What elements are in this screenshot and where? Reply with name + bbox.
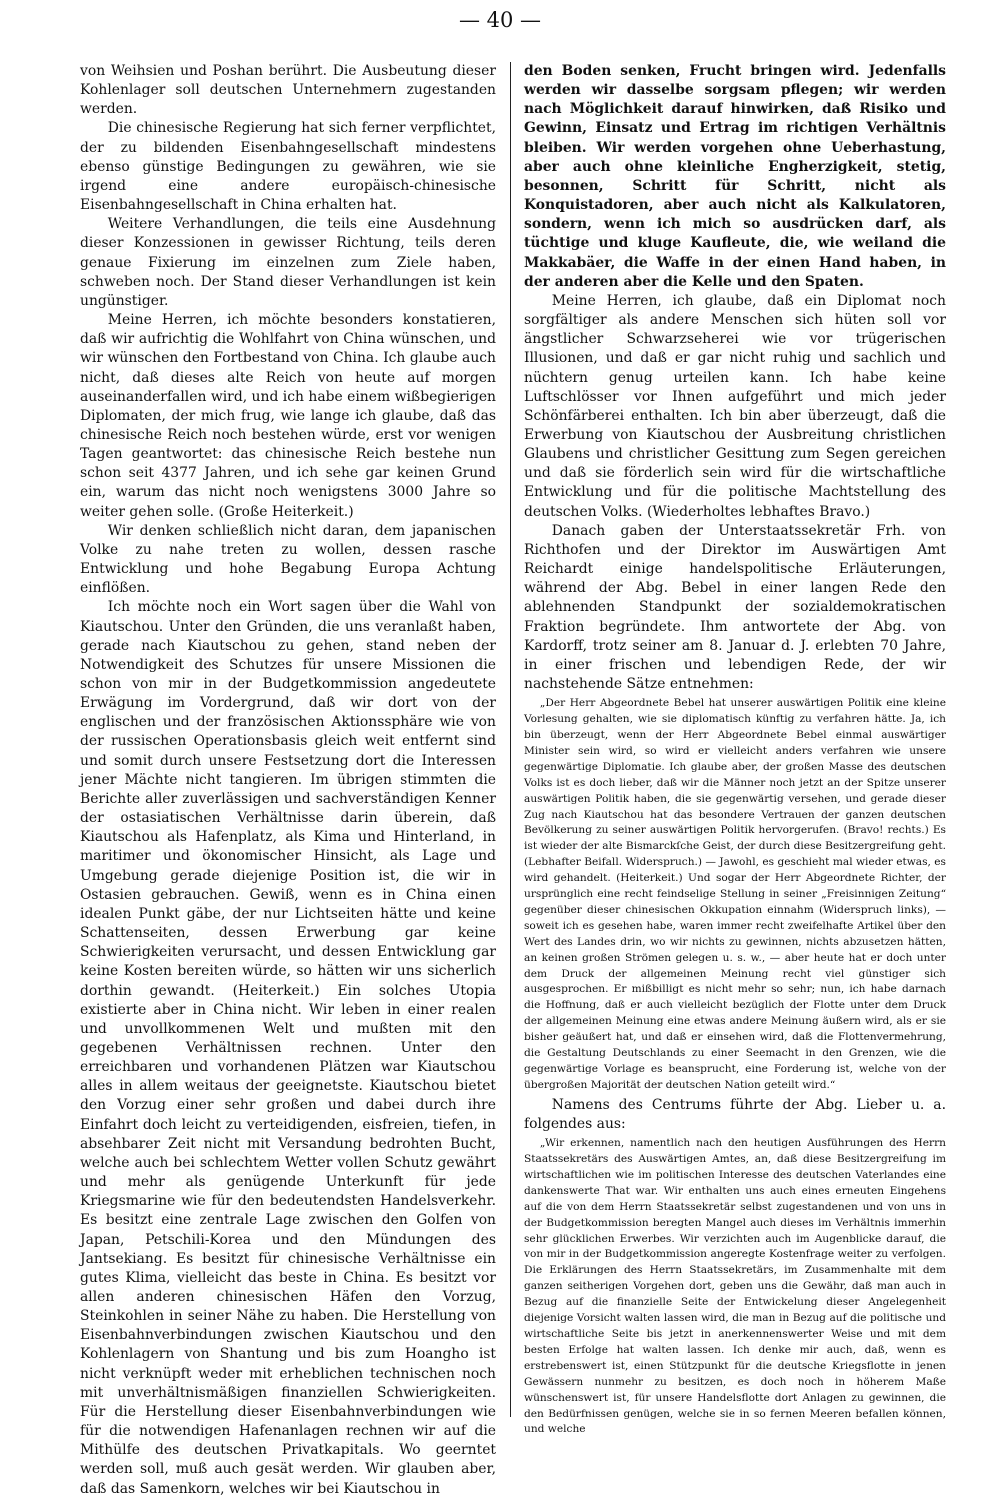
paragraph: Die chinesische Regierung hat sich ferner verpflichtet, der zu bildenden Eisenbahngesellschaft mindestens ebenso günstige Bedingungen zu gewähren, wie sie irgend eine andere europäisch-chinesische Eisenbahngesellschaft in China erhalten hat. bbox=[80, 120, 496, 214]
quoted-speech: „Der Herr Abgeordnete Bebel hat unserer auswärtigen Politik eine kleine Vorlesung gehalten, wie sie diplomatisch künftig zu verfahren hätte. Ja, ich bin überzeugt, wenn der Herr Abgeordnete Bebel einmal auswärtiger Minister sein wird, so wird er vielleicht anders verfahren wie unsere gegenwärtige Diplomatie. Ich glaube aber, der großen Masse des deutschen Volks ist es doch lieber, daß wir die Männer noch jetzt an der Spitze unserer auswärtigen Politik haben, die sie gegenwärtig versehen, und gerade dieser Zug nach Kiautschou hat das besondere Vertrauen der ganzen deutschen Bevölkerung zu seiner auswärtigen Politik hervorgerufen. (Bravo! rechts.) Es ist wieder der alte Bismarckſche Geist, der durch diese Besitzergreifung geht. (Lebhafter Beifall. Widerspruch.) — Jawohl, es geschieht mal wieder etwas, es wird gehandelt. (Heiterkeit.) Und sogar der Herr Abgeordnete Richter, der ursprünglich eine recht feindselige Stellung in seiner „Freisinnigen Zeitung“ gegenüber dieser chinesischen Okkupation einnahm (Widerspruch links), — soweit ich es gesehen habe, waren immer recht zweifelhafte Artikel über den Wert des Landes drin, wo wir nichts zu gewinnen, nichts abzusetzen hätten, an keinen großen Strömen gelegen u. s. w., — aber heute hat er doch unter dem Druck der allgemeinen Meinung recht viel günstiger sich ausgesprochen. Er mißbilligt es nicht mehr so sehr; nun, ich habe darnach die Hoffnung, daß er auch vielleicht bezüglich der Flotte unter dem Druck der allgemeinen Meinung eine etwas andere Meinung äußern wird, als er sie bisher geäußert hat, und daß er einsehen wird, daß die Flottenvermehrung, die Gestaltung Deutschlands zu einer Seemacht in den Grenzen, wie die gegenwärtige Vorlage es beansprucht, eine Forderung ist, welche von der übergroßen Majorität der deutschen Nation geteilt wird.“ bbox=[524, 697, 946, 1091]
paragraph: Meine Herren, ich glaube, daß ein Diplomat noch sorgfältiger als andere Menschen sich hüten soll vor ängstlicher Schwarzseherei wie vor trügerischen Illusionen, und daß er gar nicht ruhig und sachlich und nüchtern genug urteilen kann. Ich habe keine Luftschlösser vor Ihnen aufgeführt und mich jeder Schönfärberei enthalten. Ich bin aber überzeugt, daß die Erwerbung von Kiautschou der Ausbreitung christlichen Glaubens und christlicher Gesittung zum Segen gereichen und daß sie förderlich sein wird für die wirtschaftliche Entwicklung und für die politische Machtstellung des deutschen Volks. (Wiederholtes lebhaftes Bravo.) bbox=[524, 292, 946, 520]
paragraph: von Weihsien und Poshan berührt. Die Ausbeutung dieser Kohlenlager soll deutschen Unternehmern zugestanden werden. bbox=[80, 63, 496, 118]
paragraph: Weitere Verhandlungen, die teils eine Ausdehnung dieser Konzessionen in gewisser Richtung, teils deren genaue Fixierung im einzelnen zum Ziele haben, schweben noch. Der Stand dieser Verhandlungen ist kein ungünstiger. bbox=[80, 216, 496, 309]
page-number: — 40 — bbox=[458, 8, 542, 32]
paragraph: Ich möchte noch ein Wort sagen über die Wahl von Kiautschou. Unter den Gründen, die uns veranlaßt haben, gerade nach Kiautschou zu gehen, stand neben der Notwendigkeit des Schutzes für unsere Missionen die schon von mir in der Budgetkommission angedeutete Erwägung im Vordergrund, daß wir dort von der englischen und der französischen Aktionssphäre wie von der russischen Operationsbasis gleich weit entfernt sind und somit durch unsere Festsetzung dort die Interessen jener Mächte nicht tangieren. Im übrigen stimmten die Berichte aller zuverlässigen und sachverständigen Kenner der ostasiatischen Verhältnisse darin überein, daß Kiautschou als Hafenplatz, als Kima und Hinterland, in maritimer und ökonomischer Hinsicht, als Lage und Umgebung gerade diejenige Position ist, die wir in Ostasien gebrauchen. Gewiß, wenn es in China einen idealen Punkt gäbe, der nur Lichtseiten hätte und keine Schattenseiten, dessen Erwerbung gar keine Schwierigkeiten verursacht, und dessen Entwicklung gar keine Kosten bereiten würde, so hätten wir uns sicherlich dorthin gewandt. (Heiterkeit.) Ein solches Utopia existierte aber in China nicht. Wir leben in einer realen und unvollkommenen Welt und mußten mit den gegebenen Verhältnissen rechnen. Unter den erreichbaren und vorhandenen Plätzen war Kiautschou alles in allem weitaus der geeignetste. Kiautschou bietet den Vorzug einer sehr großen und dabei durch ihre Einfahrt doch leicht zu verteidigenden, eisfreien, tiefen, in absehbarer Zeit nicht mit Versandung bedrohten Bucht, welche auch bei schlechtem Wetter vollen Schutz gewährt und mehr als genügende Unterkunft für jede Kriegsmarine wie für den bedeutendsten Handelsverkehr. Es besitzt eine zentrale Lage zwischen den Golfen von Japan, Petschili-Korea und den Mündungen des Jantsekiang. Es besitzt für chinesische Verhältnisse ein gutes Klima, vielleicht das beste in China. Es besitzt vor allen anderen chinesischen Häfen den Vorzug, Steinkohlen in seiner Nähe zu haben. Die Herstellung von Eisenbahnverbindungen zwischen Kiautschou und den Kohlenlagern von Shantung und bis zum Hoangho ist nicht verknüpft weder mit erheblichen technischen noch mit unverhältnismäßigen finanziellen Schwierigkeiten. Für die Herstellung dieser Eisenbahnverbindungen wie für die notwendigen Hafenanlagen rechnen wir auf die Mithülfe des deutschen Privatkapitals. Wo geerntet werden soll, muß auch gesät werden. Wir glauben aber, daß das Samenkorn, welches wir bei Kiautschou in bbox=[80, 599, 496, 1497]
paragraph: Wir denken schließlich nicht daran, dem japanischen Volke zu nahe treten zu wollen, dessen rasche Entwicklung und hohe Begabung Europa Achtung einflößen. bbox=[80, 522, 496, 597]
paragraph: Meine Herren, ich möchte besonders konstatieren, daß wir aufrichtig die Wohlfahrt von China wünschen, und wir wünschen den Fortbestand von China. Ich glaube auch nicht, daß dieses alte Reich von heute auf morgen auseinanderfallen wird, und ich habe einem wißbegierigen Diplomaten, der mich frug, wie lange ich glaube, daß das chinesische Reich noch bestehen würde, erst vor wenigen Tagen geantwortet: das chinesische Reich bestehe nun schon seit 4377 Jahren, und ich sehe gar keinen Grund ein, warum das nicht noch wenigstens 3000 Jahre so weiter gehen solle. (Große Heiterkeit.) bbox=[80, 312, 496, 520]
paragraph: den Boden senken, Frucht bringen wird. Jedenfalls werden wir dasselbe sorgsam pflegen; wir werden nach Möglichkeit darauf hinwirken, daß Risiko und Gewinn, Einsatz und Ertrag im richtigen Verhältnis bleiben. Wir werden vorgehen ohne Ueberhastung, aber auch ohne kleinliche Engherzigkeit, stetig, besonnen, Schritt für Schritt, nicht als Konquistadoren, aber auch nicht als Kalkulatoren, sondern, wenn ich mich so ausdrücken darf, als tüchtige und kluge Kaufleute, die, wie weiland die Makkabäer, die Waffe in der einen Hand haben, in der anderen aber die Kelle und den Spaten. bbox=[524, 63, 946, 290]
right-column bbox=[524, 62, 946, 1436]
paragraph: Namens des Centrums führte der Abg. Lieber u. a. folgendes aus: bbox=[524, 1096, 946, 1132]
quoted-speech: „Wir erkennen, namentlich nach den heutigen Ausführungen des Herrn Staatssekretärs des Auswärtigen Amtes, an, daß diese Besitzergreifung im wirtschaftlichen wie im politischen Interesse des deutschen Vaterlandes eine dankenswerte That war. Wir enthalten uns auch eines erneuten Eingehens auf die von dem Herrn Staatssekretär selbst zugestandenen und von uns in der Budgetkommission beregten Mangel auch dieses im Verhältnis immerhin sehr glücklichen Erwerbes. Wir verzichten auch im Augenblicke darauf, die von mir in der Budgetkommission angeregte Kostenfrage weiter zu verfolgen. Die Erklärungen des Herrn Staatssekretärs, im Zusammenhalte mit dem ganzen seitherigen Vorgehen dort, geben uns die Gewähr, daß man auch in Bezug auf die finanzielle Seite der Entwickelung dieser Angelegenheit diejenige Vorsicht walten lassen wird, die man in Bezug auf die politische und wirtschaftliche Seite bis jetzt in anerkennenswerter Weise und mit dem besten Erfolge hat walten lassen. Ich denke mir auch, daß, wenn es erstrebenswert ist, einen Stützpunkt für die deutsche Kriegsflotte in jenen Gewässern nunmehr zu besitzen, es doch noch in höherem Maße wünschenswert ist, für unsere Handelsflotte dort Anlagen zu gewinnen, die den Bedürfnissen genügen, welche sie in so fernen Meeren befallen können, und welche bbox=[524, 1137, 946, 1436]
paragraph: Danach gaben der Unterstaatssekretär Frh. von Richthofen und der Direktor im Auswärtigen Amt Reichardt einige handelspolitische Erläuterungen, während der Abg. Bebel in einer langen Rede den ablehnenden Standpunkt der sozialdemokratischen Fraktion begründete. Ihm antwortete der Abg. von Kardorff, trotz seiner am 8. Januar d. J. erlebten 70 Jahre, in einer frischen und lebendigen Rede, der wir nachstehende Sätze entnehmen: bbox=[524, 522, 946, 692]
column-divider bbox=[510, 62, 511, 1417]
left-column bbox=[80, 62, 496, 1497]
